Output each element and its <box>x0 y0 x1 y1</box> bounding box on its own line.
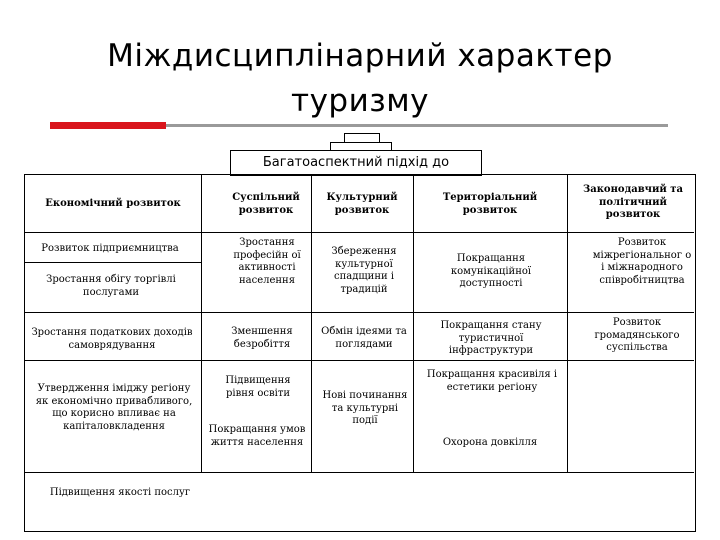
economic-item: Розвиток підприємництва <box>41 243 179 254</box>
title-accent-bar <box>50 122 166 129</box>
title-underline <box>166 124 668 127</box>
page-title: Міждисциплінарний характер туризму <box>107 38 613 119</box>
connector-line <box>330 142 392 143</box>
column-divider <box>311 174 312 472</box>
row-divider <box>311 360 413 361</box>
territorial-item: Покращання стану туристичної інфраструктури <box>440 320 542 356</box>
political-item: Розвиток громадянського суспільства <box>594 317 680 353</box>
row-divider <box>24 472 694 473</box>
header-territorial: Територіальний розвиток <box>442 192 538 216</box>
political-item: Розвиток міжрегіональног о і міжнародного співробітництва <box>592 237 692 286</box>
economic-item: Зростання податкових доходів самоврядування <box>31 327 193 351</box>
social-item: Підвищення рівня освіти <box>225 375 291 399</box>
row-divider <box>567 360 694 361</box>
row-divider <box>201 360 311 361</box>
connector-tick-right <box>391 142 392 150</box>
row-divider <box>24 360 201 361</box>
cultural-item: Збереження культурної спадщини і традицій <box>331 246 397 295</box>
row-divider <box>24 262 201 263</box>
row-divider <box>413 312 567 313</box>
social-item: Зменшення безробіття <box>231 326 293 350</box>
header-divider <box>24 232 694 233</box>
cultural-item: Обмін ідеями та поглядами <box>321 326 407 350</box>
social-item: Зростання професійн ої активності населення <box>233 237 301 286</box>
header-economic: Економічний розвиток <box>45 198 181 209</box>
economic-item: Підвищення якості послуг <box>49 487 191 498</box>
column-divider <box>201 174 202 472</box>
row-divider <box>567 312 694 313</box>
economic-item: Утвердження іміджу регіону як економічно привабливого, що корисно впливає на капіталовкладення <box>35 383 193 432</box>
cultural-item: Нові починання та культурні події <box>322 390 408 426</box>
header-political: Законодавчий та політичний розвиток <box>583 184 683 220</box>
territorial-item: Покращання комунікаційної доступності <box>450 253 532 289</box>
column-divider <box>413 174 414 472</box>
row-divider <box>24 312 201 313</box>
social-item: Покращання умов життя населення <box>208 424 306 448</box>
territorial-item: Покращання красивіля і естетики регіону <box>426 369 558 393</box>
column-divider <box>567 174 568 472</box>
economic-item: Зростання обігу торгівлі послугами <box>46 274 176 298</box>
territorial-item: Охорона довкілля <box>442 437 538 448</box>
row-divider <box>413 360 567 361</box>
approach-label: Багатоаспектний підхід до <box>230 150 482 176</box>
connector-tick-left <box>330 142 331 150</box>
header-cultural: Культурний розвиток <box>326 192 398 216</box>
header-social: Суспільний розвиток <box>232 192 300 216</box>
row-divider <box>201 312 311 313</box>
row-divider <box>311 312 413 313</box>
